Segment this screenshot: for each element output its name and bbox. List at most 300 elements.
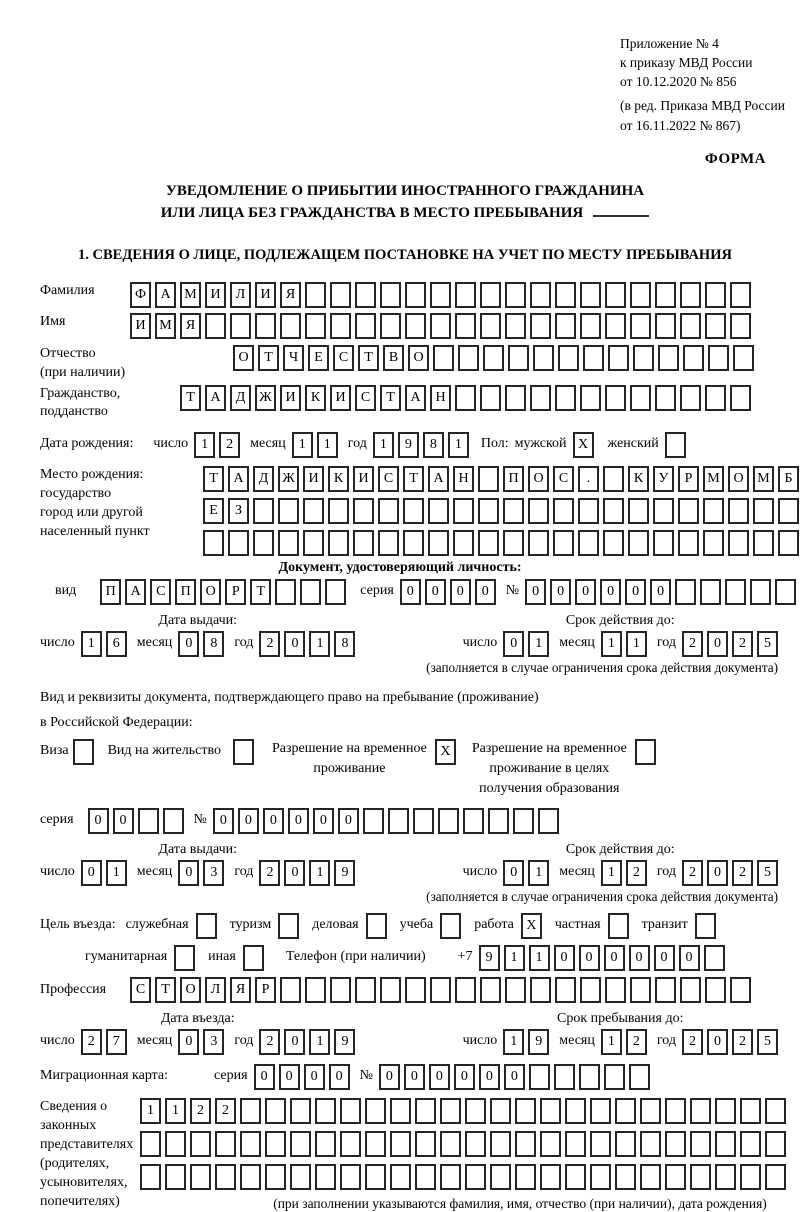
char-cell[interactable]	[680, 313, 701, 339]
char-cell[interactable]: Т	[358, 345, 379, 371]
char-cell[interactable]: 0	[625, 579, 646, 605]
char-cell[interactable]	[530, 282, 551, 308]
char-cell[interactable]: 0	[288, 808, 309, 834]
char-cell[interactable]	[140, 1131, 161, 1157]
char-cell[interactable]: 0	[284, 860, 305, 886]
char-cell[interactable]: А	[155, 282, 176, 308]
char-cell[interactable]	[553, 498, 574, 524]
char-cell[interactable]	[278, 498, 299, 524]
char-cell[interactable]	[480, 282, 501, 308]
char-cell[interactable]	[280, 313, 301, 339]
char-cell[interactable]	[305, 282, 326, 308]
char-cell[interactable]	[353, 498, 374, 524]
char-cell[interactable]: 2	[259, 860, 280, 886]
char-cell[interactable]	[603, 498, 624, 524]
char-cell[interactable]	[540, 1098, 561, 1124]
char-cell[interactable]: 0	[304, 1064, 325, 1090]
char-cell[interactable]: 0	[338, 808, 359, 834]
char-cell[interactable]	[675, 579, 696, 605]
char-cell[interactable]: 2	[190, 1098, 211, 1124]
char-cell[interactable]	[629, 1064, 650, 1090]
char-cell[interactable]	[704, 945, 725, 971]
char-cell[interactable]	[328, 498, 349, 524]
char-cell[interactable]: 0	[479, 1064, 500, 1090]
purpose-private-checkbox[interactable]	[608, 913, 629, 939]
char-cell[interactable]	[628, 530, 649, 556]
char-cell[interactable]: С	[150, 579, 171, 605]
char-cell[interactable]	[753, 498, 774, 524]
char-cell[interactable]: Н	[430, 385, 451, 411]
char-cell[interactable]	[630, 282, 651, 308]
char-cell[interactable]	[533, 345, 554, 371]
char-cell[interactable]	[705, 313, 726, 339]
char-cell[interactable]	[430, 313, 451, 339]
char-cell[interactable]	[390, 1098, 411, 1124]
char-cell[interactable]: А	[228, 466, 249, 492]
char-cell[interactable]	[555, 313, 576, 339]
char-cell[interactable]	[578, 530, 599, 556]
char-cell[interactable]: 0	[404, 1064, 425, 1090]
char-cell[interactable]: О	[728, 466, 749, 492]
char-cell[interactable]: 6	[106, 631, 127, 657]
char-cell[interactable]: 1	[140, 1098, 161, 1124]
char-cell[interactable]: И	[130, 313, 151, 339]
char-cell[interactable]	[205, 313, 226, 339]
char-cell[interactable]	[603, 466, 624, 492]
char-cell[interactable]	[730, 282, 751, 308]
char-cell[interactable]: 0	[654, 945, 675, 971]
char-cell[interactable]	[480, 977, 501, 1003]
char-cell[interactable]: В	[383, 345, 404, 371]
char-cell[interactable]	[604, 1064, 625, 1090]
char-cell[interactable]: 0	[503, 631, 524, 657]
char-cell[interactable]: И	[205, 282, 226, 308]
char-cell[interactable]	[605, 977, 626, 1003]
char-cell[interactable]	[430, 282, 451, 308]
char-cell[interactable]	[553, 530, 574, 556]
char-cell[interactable]: 9	[398, 432, 419, 458]
char-cell[interactable]	[583, 345, 604, 371]
char-cell[interactable]	[440, 1098, 461, 1124]
char-cell[interactable]	[665, 1098, 686, 1124]
char-cell[interactable]: 0	[429, 1064, 450, 1090]
char-cell[interactable]: 0	[238, 808, 259, 834]
char-cell[interactable]: 5	[757, 1029, 778, 1055]
char-cell[interactable]: 0	[400, 579, 421, 605]
char-cell[interactable]	[615, 1164, 636, 1190]
char-cell[interactable]: 0	[254, 1064, 275, 1090]
char-cell[interactable]: 1	[309, 1029, 330, 1055]
char-cell[interactable]	[615, 1131, 636, 1157]
purpose-work-checkbox[interactable]: X	[521, 913, 542, 939]
char-cell[interactable]: О	[233, 345, 254, 371]
char-cell[interactable]	[330, 977, 351, 1003]
char-cell[interactable]	[165, 1131, 186, 1157]
char-cell[interactable]: И	[353, 466, 374, 492]
char-cell[interactable]: 0	[263, 808, 284, 834]
char-cell[interactable]: 1	[194, 432, 215, 458]
char-cell[interactable]	[280, 977, 301, 1003]
char-cell[interactable]	[605, 282, 626, 308]
char-cell[interactable]: 0	[88, 808, 109, 834]
char-cell[interactable]	[740, 1098, 761, 1124]
char-cell[interactable]	[305, 977, 326, 1003]
char-cell[interactable]	[380, 282, 401, 308]
char-cell[interactable]	[390, 1164, 411, 1190]
title-blank-line[interactable]	[593, 215, 649, 217]
char-cell[interactable]: 2	[732, 631, 753, 657]
char-cell[interactable]	[455, 313, 476, 339]
char-cell[interactable]	[440, 1164, 461, 1190]
char-cell[interactable]	[265, 1098, 286, 1124]
char-cell[interactable]	[300, 579, 321, 605]
char-cell[interactable]	[725, 579, 746, 605]
char-cell[interactable]: И	[303, 466, 324, 492]
char-cell[interactable]	[605, 313, 626, 339]
char-cell[interactable]	[505, 385, 526, 411]
char-cell[interactable]: 2	[682, 860, 703, 886]
char-cell[interactable]: О	[408, 345, 429, 371]
char-cell[interactable]: З	[228, 498, 249, 524]
char-cell[interactable]: Н	[453, 466, 474, 492]
char-cell[interactable]	[140, 1164, 161, 1190]
char-cell[interactable]: 0	[425, 579, 446, 605]
char-cell[interactable]	[580, 385, 601, 411]
char-cell[interactable]	[655, 977, 676, 1003]
char-cell[interactable]	[415, 1098, 436, 1124]
char-cell[interactable]: 9	[479, 945, 500, 971]
char-cell[interactable]: И	[330, 385, 351, 411]
char-cell[interactable]	[290, 1131, 311, 1157]
char-cell[interactable]: П	[175, 579, 196, 605]
char-cell[interactable]: 0	[178, 860, 199, 886]
char-cell[interactable]	[515, 1131, 536, 1157]
char-cell[interactable]: 0	[475, 579, 496, 605]
char-cell[interactable]: 0	[313, 808, 334, 834]
char-cell[interactable]	[413, 808, 434, 834]
char-cell[interactable]	[683, 345, 704, 371]
char-cell[interactable]	[665, 1164, 686, 1190]
char-cell[interactable]: 0	[707, 860, 728, 886]
purpose-humanitarian-checkbox[interactable]	[174, 945, 195, 971]
char-cell[interactable]	[455, 282, 476, 308]
char-cell[interactable]	[433, 345, 454, 371]
char-cell[interactable]	[490, 1131, 511, 1157]
visa-checkbox[interactable]	[73, 739, 94, 765]
char-cell[interactable]	[690, 1131, 711, 1157]
char-cell[interactable]	[530, 977, 551, 1003]
char-cell[interactable]: 3	[203, 1029, 224, 1055]
char-cell[interactable]	[203, 530, 224, 556]
char-cell[interactable]	[405, 977, 426, 1003]
char-cell[interactable]: 1	[504, 945, 525, 971]
char-cell[interactable]	[253, 498, 274, 524]
char-cell[interactable]: 2	[732, 860, 753, 886]
char-cell[interactable]: Е	[308, 345, 329, 371]
char-cell[interactable]	[415, 1164, 436, 1190]
char-cell[interactable]: 8	[423, 432, 444, 458]
char-cell[interactable]: Б	[778, 466, 799, 492]
char-cell[interactable]: 1	[165, 1098, 186, 1124]
char-cell[interactable]: Я	[230, 977, 251, 1003]
char-cell[interactable]: 1	[528, 860, 549, 886]
char-cell[interactable]	[730, 313, 751, 339]
char-cell[interactable]: 2	[682, 1029, 703, 1055]
char-cell[interactable]	[230, 313, 251, 339]
char-cell[interactable]	[165, 1164, 186, 1190]
char-cell[interactable]: Р	[255, 977, 276, 1003]
edu-permit-checkbox[interactable]	[635, 739, 656, 765]
char-cell[interactable]: К	[305, 385, 326, 411]
char-cell[interactable]: 0	[707, 631, 728, 657]
char-cell[interactable]	[303, 498, 324, 524]
char-cell[interactable]: А	[125, 579, 146, 605]
char-cell[interactable]: 1	[448, 432, 469, 458]
char-cell[interactable]	[715, 1131, 736, 1157]
char-cell[interactable]: С	[553, 466, 574, 492]
char-cell[interactable]	[753, 530, 774, 556]
char-cell[interactable]	[505, 313, 526, 339]
char-cell[interactable]: И	[280, 385, 301, 411]
char-cell[interactable]	[590, 1131, 611, 1157]
char-cell[interactable]	[453, 530, 474, 556]
char-cell[interactable]	[365, 1131, 386, 1157]
char-cell[interactable]	[690, 1098, 711, 1124]
char-cell[interactable]	[528, 530, 549, 556]
char-cell[interactable]	[655, 282, 676, 308]
char-cell[interactable]: К	[628, 466, 649, 492]
char-cell[interactable]: 0	[707, 1029, 728, 1055]
char-cell[interactable]	[678, 530, 699, 556]
char-cell[interactable]	[215, 1164, 236, 1190]
char-cell[interactable]	[438, 808, 459, 834]
char-cell[interactable]	[603, 530, 624, 556]
char-cell[interactable]	[428, 498, 449, 524]
char-cell[interactable]	[765, 1131, 786, 1157]
char-cell[interactable]	[378, 498, 399, 524]
char-cell[interactable]	[538, 808, 559, 834]
char-cell[interactable]: 8	[203, 631, 224, 657]
char-cell[interactable]	[680, 977, 701, 1003]
char-cell[interactable]: 0	[600, 579, 621, 605]
char-cell[interactable]	[715, 1164, 736, 1190]
char-cell[interactable]: 0	[554, 945, 575, 971]
char-cell[interactable]: 0	[81, 860, 102, 886]
char-cell[interactable]	[565, 1098, 586, 1124]
char-cell[interactable]: 0	[213, 808, 234, 834]
char-cell[interactable]	[388, 808, 409, 834]
char-cell[interactable]	[653, 498, 674, 524]
char-cell[interactable]: 0	[650, 579, 671, 605]
char-cell[interactable]	[163, 808, 184, 834]
char-cell[interactable]: 1	[601, 631, 622, 657]
char-cell[interactable]: И	[255, 282, 276, 308]
char-cell[interactable]: М	[703, 466, 724, 492]
char-cell[interactable]: Ж	[278, 466, 299, 492]
char-cell[interactable]	[305, 313, 326, 339]
char-cell[interactable]	[405, 282, 426, 308]
char-cell[interactable]: Т	[250, 579, 271, 605]
char-cell[interactable]: 0	[113, 808, 134, 834]
char-cell[interactable]: Д	[230, 385, 251, 411]
char-cell[interactable]	[490, 1098, 511, 1124]
char-cell[interactable]	[190, 1164, 211, 1190]
char-cell[interactable]	[330, 313, 351, 339]
char-cell[interactable]: П	[100, 579, 121, 605]
char-cell[interactable]: 0	[454, 1064, 475, 1090]
char-cell[interactable]	[380, 313, 401, 339]
char-cell[interactable]: 0	[525, 579, 546, 605]
purpose-official-checkbox[interactable]	[196, 913, 217, 939]
char-cell[interactable]: 1	[309, 631, 330, 657]
char-cell[interactable]: 2	[219, 432, 240, 458]
char-cell[interactable]	[428, 530, 449, 556]
char-cell[interactable]	[690, 1164, 711, 1190]
char-cell[interactable]: 0	[629, 945, 650, 971]
char-cell[interactable]	[555, 385, 576, 411]
temp-permit-checkbox[interactable]: X	[435, 739, 456, 765]
char-cell[interactable]: Т	[403, 466, 424, 492]
char-cell[interactable]: 2	[259, 1029, 280, 1055]
char-cell[interactable]	[355, 282, 376, 308]
char-cell[interactable]	[750, 579, 771, 605]
char-cell[interactable]: Т	[203, 466, 224, 492]
purpose-transit-checkbox[interactable]	[695, 913, 716, 939]
char-cell[interactable]: 0	[579, 945, 600, 971]
purpose-study-checkbox[interactable]	[440, 913, 461, 939]
char-cell[interactable]	[579, 1064, 600, 1090]
char-cell[interactable]	[478, 466, 499, 492]
char-cell[interactable]: Е	[203, 498, 224, 524]
char-cell[interactable]: О	[528, 466, 549, 492]
char-cell[interactable]	[365, 1098, 386, 1124]
char-cell[interactable]: 2	[259, 631, 280, 657]
char-cell[interactable]	[530, 385, 551, 411]
char-cell[interactable]	[440, 1131, 461, 1157]
char-cell[interactable]: 0	[329, 1064, 350, 1090]
char-cell[interactable]	[215, 1131, 236, 1157]
char-cell[interactable]	[503, 498, 524, 524]
char-cell[interactable]	[480, 385, 501, 411]
char-cell[interactable]	[405, 313, 426, 339]
char-cell[interactable]	[458, 345, 479, 371]
char-cell[interactable]	[528, 498, 549, 524]
char-cell[interactable]: Д	[253, 466, 274, 492]
char-cell[interactable]: Р	[225, 579, 246, 605]
char-cell[interactable]: 5	[757, 631, 778, 657]
char-cell[interactable]	[730, 977, 751, 1003]
char-cell[interactable]: А	[205, 385, 226, 411]
char-cell[interactable]	[340, 1098, 361, 1124]
char-cell[interactable]	[340, 1164, 361, 1190]
char-cell[interactable]: 8	[334, 631, 355, 657]
char-cell[interactable]	[508, 345, 529, 371]
char-cell[interactable]	[478, 498, 499, 524]
char-cell[interactable]: П	[503, 466, 524, 492]
char-cell[interactable]	[540, 1131, 561, 1157]
char-cell[interactable]	[529, 1064, 550, 1090]
char-cell[interactable]	[705, 282, 726, 308]
char-cell[interactable]: 9	[334, 1029, 355, 1055]
char-cell[interactable]: Ж	[255, 385, 276, 411]
char-cell[interactable]	[605, 385, 626, 411]
char-cell[interactable]	[630, 977, 651, 1003]
char-cell[interactable]: С	[333, 345, 354, 371]
char-cell[interactable]	[253, 530, 274, 556]
char-cell[interactable]	[353, 530, 374, 556]
char-cell[interactable]	[640, 1164, 661, 1190]
char-cell[interactable]	[303, 530, 324, 556]
char-cell[interactable]: С	[378, 466, 399, 492]
char-cell[interactable]: 5	[757, 860, 778, 886]
char-cell[interactable]	[515, 1098, 536, 1124]
char-cell[interactable]: Ч	[283, 345, 304, 371]
char-cell[interactable]	[653, 530, 674, 556]
char-cell[interactable]	[655, 313, 676, 339]
char-cell[interactable]: А	[428, 466, 449, 492]
char-cell[interactable]	[430, 977, 451, 1003]
char-cell[interactable]	[315, 1164, 336, 1190]
char-cell[interactable]	[463, 808, 484, 834]
char-cell[interactable]: М	[753, 466, 774, 492]
char-cell[interactable]: 0	[284, 1029, 305, 1055]
char-cell[interactable]: 1	[529, 945, 550, 971]
char-cell[interactable]	[633, 345, 654, 371]
char-cell[interactable]	[740, 1164, 761, 1190]
char-cell[interactable]	[240, 1131, 261, 1157]
char-cell[interactable]	[530, 313, 551, 339]
char-cell[interactable]	[275, 579, 296, 605]
char-cell[interactable]	[190, 1131, 211, 1157]
purpose-business-checkbox[interactable]	[366, 913, 387, 939]
char-cell[interactable]	[615, 1098, 636, 1124]
char-cell[interactable]: У	[653, 466, 674, 492]
char-cell[interactable]	[228, 530, 249, 556]
char-cell[interactable]: М	[155, 313, 176, 339]
char-cell[interactable]	[315, 1098, 336, 1124]
char-cell[interactable]	[715, 1098, 736, 1124]
char-cell[interactable]	[580, 313, 601, 339]
char-cell[interactable]	[778, 530, 799, 556]
char-cell[interactable]: 0	[550, 579, 571, 605]
char-cell[interactable]	[775, 579, 796, 605]
char-cell[interactable]: А	[405, 385, 426, 411]
char-cell[interactable]	[403, 498, 424, 524]
char-cell[interactable]	[415, 1131, 436, 1157]
char-cell[interactable]	[700, 579, 721, 605]
char-cell[interactable]: Т	[380, 385, 401, 411]
char-cell[interactable]	[658, 345, 679, 371]
char-cell[interactable]	[608, 345, 629, 371]
char-cell[interactable]	[580, 977, 601, 1003]
char-cell[interactable]	[640, 1098, 661, 1124]
char-cell[interactable]	[590, 1098, 611, 1124]
char-cell[interactable]	[565, 1164, 586, 1190]
residence-permit-checkbox[interactable]	[233, 739, 254, 765]
char-cell[interactable]: 1	[503, 1029, 524, 1055]
char-cell[interactable]	[403, 530, 424, 556]
char-cell[interactable]	[503, 530, 524, 556]
female-checkbox[interactable]	[665, 432, 686, 458]
char-cell[interactable]	[505, 977, 526, 1003]
char-cell[interactable]	[513, 808, 534, 834]
char-cell[interactable]	[540, 1164, 561, 1190]
char-cell[interactable]	[630, 385, 651, 411]
char-cell[interactable]: 9	[334, 860, 355, 886]
char-cell[interactable]	[328, 530, 349, 556]
char-cell[interactable]: Я	[280, 282, 301, 308]
char-cell[interactable]	[480, 313, 501, 339]
